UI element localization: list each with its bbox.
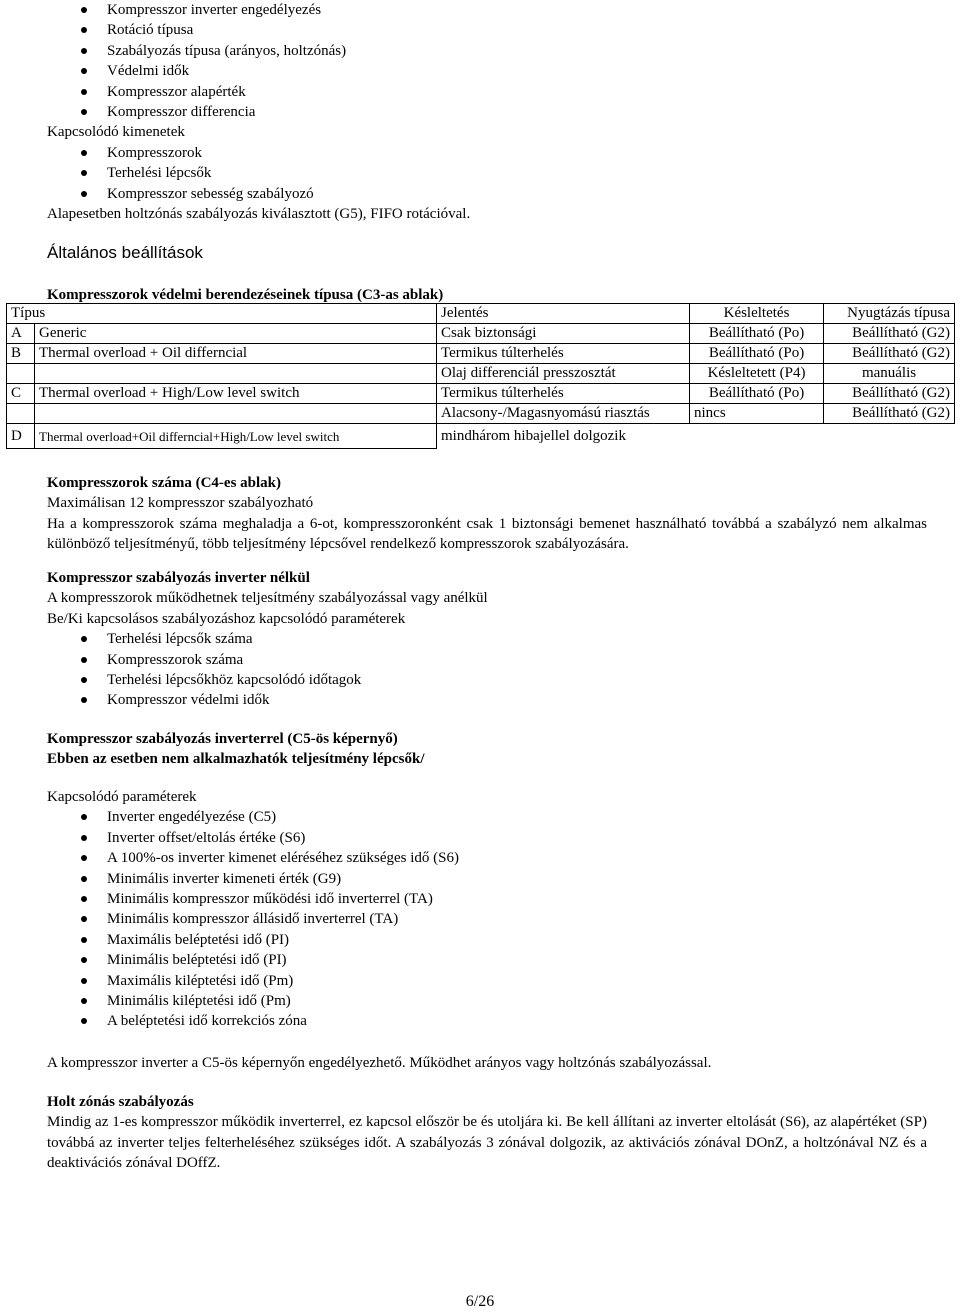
list-item (47, 61, 927, 81)
protection-table (6, 303, 955, 449)
table-cell: Beállítható (G2) (824, 384, 955, 404)
table-row (7, 364, 955, 384)
list-item (47, 807, 927, 827)
default-note: Alapesetben holtzónás szabályozás kiválasztott (G5), FIFO rotációval. (47, 206, 471, 223)
table-cell: Thermal overload+Oil differncial+High/Low level switch (35, 424, 437, 449)
bullet-icon (81, 697, 87, 703)
bullet-icon (81, 998, 87, 1004)
no-inverter-list (47, 629, 927, 711)
deadzone-title: Holt zónás szabályozás (47, 1094, 194, 1110)
list-item (47, 20, 927, 40)
list-item-text: Minimális beléptetési idő (PI) (107, 952, 287, 969)
table-cell: B (7, 344, 35, 364)
bullet-icon (81, 27, 87, 33)
bullet-icon (81, 937, 87, 943)
count-line1: Maximálisan 12 kompresszor szabályozható (47, 495, 314, 512)
list-item-text: Minimális kompresszor állásidő inverterrel (TA) (107, 911, 399, 928)
bullet-icon (81, 835, 87, 841)
list-item-text: Kompresszor differencia (107, 104, 256, 121)
list-item (47, 690, 927, 710)
params-label: Kapcsolódó paraméterek (47, 789, 197, 805)
no-inverter-line2: Be/Ki kapcsolásos szabályozáshoz kapcsolódó paraméterek (47, 610, 406, 627)
table-row (7, 424, 955, 449)
deadzone-text: Mindig az 1-es kompresszor működik inverterrel, ez kapcsol először be és utoljára ki. Be kell állítani az inverter eltolását (S6), az alapértéket (SP) továbbá az inverter teljes felterheléséhez szükséges időt. A szabályozás 3 zónával dolgozik, az aktivációs zónával DOnZ, a holtzónával NZ és a deaktivációs zónával DOffZ. (47, 1114, 927, 1172)
list-item (47, 889, 927, 909)
bullet-icon (81, 677, 87, 683)
no-inverter-section (47, 568, 927, 711)
count-title: Kompresszorok száma (C4-es ablak) (47, 475, 282, 491)
bullet-icon (81, 957, 87, 963)
list-item (47, 1011, 927, 1031)
table-cell: Termikus túlterhelés (437, 384, 690, 404)
table-cell: Csak biztonsági (437, 324, 690, 344)
bullet-icon (81, 916, 87, 922)
list-item (47, 163, 927, 183)
list-item-text: Maximális beléptetési idő (PI) (107, 931, 290, 948)
settings-list (47, 0, 927, 122)
bullet-icon (81, 150, 87, 156)
list-item-text: Terhelési lépcsők (107, 165, 212, 182)
bullet-icon (81, 7, 87, 13)
table-cell: Beállítható (Po) (690, 324, 824, 344)
no-inverter-line1: A kompresszorok működhetnek teljesítmény szabályozással vagy anélkül (47, 590, 488, 607)
list-item (47, 991, 927, 1011)
settings-list-block (47, 0, 927, 224)
list-item-text: Inverter offset/eltolás értéke (S6) (107, 829, 306, 846)
table-cell: Beállítható (G2) (824, 344, 955, 364)
header-cell-delay: Késleltetés (690, 304, 824, 324)
bullet-icon (81, 1018, 87, 1024)
list-item-text: Kompresszorok száma (107, 651, 244, 668)
bullet-icon (81, 978, 87, 984)
list-item (47, 670, 927, 690)
with-inverter-title: Kompresszor szabályozás inverterrel (C5-ös képernyő) (47, 731, 398, 747)
table-cell: Generic (35, 324, 437, 344)
table-header-row (7, 304, 955, 324)
list-item (47, 41, 927, 61)
bullet-icon (81, 814, 87, 820)
table-cell: nincs (690, 404, 824, 424)
list-item (47, 184, 927, 204)
page-number: 6/26 (465, 1293, 495, 1310)
table-cell: A (7, 324, 35, 344)
inverter-note: A kompresszor inverter a C5-ös képernyőn engedélyezhető. Működhet arányos vagy holtzónás szabályozással. (47, 1055, 712, 1071)
list-item-text: Minimális kiléptetési idő (Pm) (107, 993, 291, 1010)
list-item (47, 930, 927, 950)
bullet-icon (81, 68, 87, 74)
table-cell (7, 404, 35, 424)
list-item-text: Kompresszorok (107, 144, 202, 161)
bullet-icon (81, 876, 87, 882)
bullet-icon (81, 48, 87, 54)
table-cell: Thermal overload + High/Low level switch (35, 384, 437, 404)
header-cell-ack: Nyugtázás típusa (824, 304, 955, 324)
bullet-icon (81, 855, 87, 861)
table-cell: Alacsony-/Magasnyomású riasztás (437, 404, 690, 424)
list-item (47, 143, 927, 163)
table-cell: D (7, 424, 35, 449)
bullet-icon (81, 109, 87, 115)
table-cell: Beállítható (Po) (690, 384, 824, 404)
list-item (47, 629, 927, 649)
table-row (7, 384, 955, 404)
list-item-text: Kompresszor inverter engedélyezés (107, 2, 322, 18)
list-item (47, 869, 927, 889)
list-item-text: Kompresszor védelmi idők (107, 692, 270, 709)
count-line2: Ha a kompresszorok száma meghaladja a 6-ot, kompresszoronként csak 1 biztonsági bemenet használható továbbá a szabályzó nem alkalmas különböző teljesítményű, több teljesítmény lépcsővel rendelkező kompresszorok szabályozására. (47, 515, 927, 553)
list-item-text: Terhelési lépcsők száma (107, 631, 253, 648)
header-cell-meaning: Jelentés (437, 304, 690, 324)
list-item-text: Terhelési lépcsőkhöz kapcsolódó időtagok (107, 672, 362, 689)
list-item (47, 82, 927, 102)
bullet-icon (81, 170, 87, 176)
list-item (47, 848, 927, 868)
list-item-text: Maximális kiléptetési idő (Pm) (107, 972, 294, 989)
protection-title: Kompresszorok védelmi berendezéseinek típusa (C3-as ablak) (47, 287, 444, 303)
outputs-label: Kapcsolódó kimenetek (47, 124, 185, 141)
list-item (47, 650, 927, 670)
table-cell: Olaj differenciál presszosztát (437, 364, 690, 384)
list-item-text: Védelmi idők (107, 63, 190, 80)
table-cell: Beállítható (Po) (690, 344, 824, 364)
table-row (7, 324, 955, 344)
table-cell: Beállítható (G2) (824, 324, 955, 344)
list-item-text: Kompresszor alapérték (107, 83, 246, 100)
bullet-icon (81, 896, 87, 902)
table-cell (35, 404, 437, 424)
with-inverter-section (47, 729, 927, 770)
count-section (47, 473, 927, 555)
list-item-text: Inverter engedélyezése (C5) (107, 809, 277, 826)
bullet-icon (81, 636, 87, 642)
no-inverter-title: Kompresszor szabályozás inverter nélkül (47, 570, 310, 586)
table-cell: Késleltetett (P4) (690, 364, 824, 384)
table-cell: C (7, 384, 35, 404)
list-item-text: Minimális kompresszor működési idő inverterrel (TA) (107, 891, 433, 908)
table-cell: manuális (824, 364, 955, 384)
list-item-text: Rotáció típusa (107, 22, 194, 39)
table-cell: Termikus túlterhelés (437, 344, 690, 364)
bullet-icon (81, 657, 87, 663)
table-row (7, 344, 955, 364)
list-item-text: Kompresszor sebesség szabályozó (107, 185, 314, 202)
list-item (47, 828, 927, 848)
list-item-text: A 100%-os inverter kimenet eléréséhez szükséges idő (S6) (107, 850, 459, 867)
table-row (7, 404, 955, 424)
inverter-params-section (47, 787, 927, 1032)
list-item (47, 950, 927, 970)
inverter-params-list (47, 807, 927, 1031)
with-inverter-subtitle: Ebben az esetben nem alkalmazhatók teljesítmény lépcsők/ (47, 751, 425, 768)
general-settings-heading: Általános beállítások (47, 243, 203, 262)
table-cell: Thermal overload + Oil differncial (35, 344, 437, 364)
list-item-text: Minimális inverter kimeneti érték (G9) (107, 870, 342, 887)
header-cell-type: Típus (7, 304, 437, 324)
table-cell (35, 364, 437, 384)
list-item-text: Szabályozás típusa (arányos, holtzónás) (107, 42, 347, 59)
list-item (47, 102, 927, 122)
table-cell: Beállítható (G2) (824, 404, 955, 424)
list-item (47, 909, 927, 929)
bullet-icon (81, 191, 87, 197)
list-item (47, 0, 927, 20)
list-item-text: A beléptetési idő korrekciós zóna (107, 1013, 307, 1030)
table-cell (7, 364, 35, 384)
outputs-list (47, 143, 927, 204)
list-item (47, 971, 927, 991)
deadzone-section (47, 1092, 927, 1174)
table-cell: mindhárom hibajellel dolgozik (437, 424, 955, 449)
bullet-icon (81, 89, 87, 95)
